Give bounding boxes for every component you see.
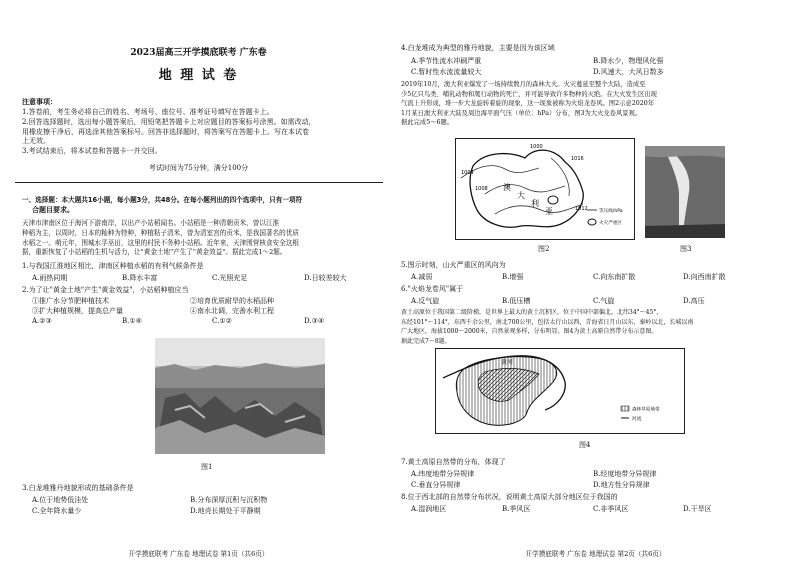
option[interactable]: A.位于地势低洼处 [32, 496, 89, 504]
passage-line: 1月某日澳大利亚大陆及周边海平面气压（单位：hPa）分布，图3为大火龙卷风景观。 [401, 109, 642, 117]
passage-line: 种稻为主，以周时，日本的籼种为特种，种植粘子清米，曾为清室宫的贡米，是我国著名的优质 [22, 228, 299, 237]
passage-line: 广大地区，海拔1000～2000米，自然景观多样，分布明显。图4为黄土高原自然带分布示意图。 [401, 328, 658, 336]
isobar-label: 1016 [571, 156, 584, 162]
country-label: 澳 [503, 183, 511, 192]
option[interactable]: A.湿润地区 [411, 505, 447, 513]
section-heading-2: 合题目要求。 [32, 206, 74, 214]
footer-left: 开学摸底联考 广东卷 地理试卷 第1页（共6页） [128, 550, 269, 558]
legend-forest: 森林草原地带 [632, 407, 660, 413]
figure-1-photo [155, 338, 325, 454]
option[interactable]: ②培育优质耐旱的水稻品种 [190, 297, 274, 305]
question-3: 3.白龙堆雅丹地貌形成的基础条件是 [22, 484, 134, 492]
right-page [397, 0, 794, 562]
question-4: 4.白龙堆成为典型的雅丹地貌，主要是因为该区域 [401, 44, 555, 52]
question-5: 5.图示时刻，山火严重区的风向为 [401, 261, 506, 269]
fire-tornado [645, 146, 725, 238]
option[interactable]: B.分布深厚沉积与沉积物 [190, 496, 268, 504]
question-7: 7.黄土高原自然带的分布，体现了 [401, 458, 506, 466]
notes-heading: 注意事项： [22, 98, 57, 106]
option[interactable]: D.③④ [304, 317, 325, 325]
passage-line: 水稻之一。萌元年，围城水孚巫田，这里的村民不务种小站稻。近年来，天津围营核食安全这根 [22, 238, 299, 247]
option[interactable]: D.干旱区 [683, 505, 712, 513]
option[interactable]: A.减弱 [411, 273, 433, 281]
legend-river: 河流 [632, 417, 642, 422]
option[interactable]: B.增强 [502, 273, 524, 281]
passage-q5 [401, 80, 773, 128]
exam-subtitle: 地 理 试 卷 [158, 68, 239, 83]
option[interactable]: D.地壳长期处于平静期 [190, 507, 261, 515]
isobar-label: 1008 [475, 186, 488, 192]
notes-line: 1.答卷前，考生务必将自己的姓名、考场号、座位号、准考证号填写在答题卡上。 [22, 108, 274, 116]
option[interactable]: B.低压槽 [502, 297, 531, 305]
canyon-landscape [155, 338, 325, 454]
passage-q7 [401, 308, 773, 346]
exam-title: 2023届高三开学摸底联考 广东卷 [130, 48, 267, 58]
option[interactable]: C.①② [212, 317, 232, 325]
country-label: 利 [531, 199, 539, 208]
legend-isobar: 等压线/hPa [599, 209, 623, 214]
notes-list [22, 108, 382, 157]
figure-4-loess-plateau-map [435, 348, 685, 434]
option[interactable]: B.降水丰富 [122, 274, 158, 282]
option[interactable]: D.高压 [683, 297, 705, 305]
passage-line: 黄土高原位于我国第二级阶梯，是世界上最大的黄土沉积区，位于中国中部偏北，北纬34°～45°， [401, 309, 663, 316]
option[interactable]: B.①④ [122, 317, 142, 325]
option[interactable]: A.纬度地带分异规律 [411, 470, 475, 478]
option[interactable]: A.②③ [32, 317, 52, 325]
passage-line: 据，重新恢复了小站稻的生机与活力，让"黄金土地"产生了"黄金效益"。据此完成1～2题。 [22, 248, 287, 257]
footer-right: 开学摸底联考 广东卷 地理试卷 第2页（共6页） [525, 550, 666, 558]
passage-line: 据此完成7～8题。 [401, 337, 451, 345]
question-8: 8.位于西北部的自然带分布状况，说明黄土高原大部分地区位于我国的 [401, 493, 618, 501]
option[interactable]: B.降水少，物理风化强 [593, 57, 664, 65]
notes-line: 3.考试结束后，将本试卷和答题卡一并交回。 [22, 147, 162, 156]
option[interactable]: D.日较差较大 [304, 274, 347, 282]
figure-1-caption: 图1 [201, 463, 213, 471]
passage-line: 天津市津南区位于海河下游南岸，以出产小站稻闻名。小站稻是一种清朝贡米，曾以江淮 [22, 219, 280, 227]
exam-time: 考试时间为75分钟，满分100分 [148, 164, 249, 172]
country-label: 亚 [545, 207, 553, 216]
option[interactable]: ③扩大种植规模，提高总产量 [32, 307, 123, 315]
passage-line: 据此完成5～6题。 [401, 119, 454, 127]
option[interactable]: ④南水北调，完善水利工程 [190, 307, 274, 315]
option[interactable]: B.季风区 [502, 505, 531, 513]
option[interactable]: C.非季风区 [593, 505, 629, 513]
option[interactable]: C.全年降水量少 [32, 507, 82, 515]
country-label: 大 [517, 191, 525, 200]
option[interactable]: C.向东南扩散 [593, 273, 636, 281]
option[interactable]: D.向西南扩散 [683, 273, 726, 281]
isobar-label: 1004 [461, 170, 474, 176]
option[interactable]: A.反气旋 [411, 297, 440, 305]
option[interactable]: C.气旋 [593, 297, 615, 305]
passage-1 [22, 219, 387, 258]
notes-line: 用橡皮擦干净后，再选涂其他答案标号。回答非选择题时，将答案写在答题卡上。写在本试卷 [22, 127, 309, 136]
option[interactable]: C.光照充足 [212, 274, 248, 282]
legend-fire: 火灾严重区 [599, 221, 622, 226]
figure-3-caption: 图3 [680, 245, 692, 253]
river-label: 黄河 [501, 359, 514, 366]
figure-2-caption: 图2 [538, 245, 550, 253]
passage-line: 东经101°～114°，东西千余公里，南北700公里，包括太行山以西，青海省日月山以东，秦岭以北，长城以南 [401, 318, 694, 326]
figure-2-isobar-map [455, 138, 635, 240]
option[interactable]: A.季节性流水冲刷严重 [411, 57, 482, 65]
section-heading: 一、选择题：本大题共16小题，每小题3分，共48分。在每小题列出的四个选项中，只有一项符 [22, 196, 303, 204]
header-divider [15, 182, 383, 183]
question-6: 6."火焰龙卷风"属于 [401, 285, 464, 293]
notes-line: 上无效。 [22, 137, 50, 146]
legend-forest-symbol [621, 406, 629, 411]
passage-line: 气流上升形成，堆一步大龙旋转着旋的现象，这一现象被称为火焰龙卷风。图2示意2020年 [401, 100, 655, 108]
option[interactable]: C.垂直分异规律 [411, 481, 461, 489]
option[interactable]: D.风速大，大风日数多 [593, 68, 664, 76]
option[interactable]: B.经度地带分异规律 [593, 470, 657, 478]
option[interactable]: C.暂时性水流流量较大 [411, 68, 482, 76]
figure-4-caption: 图4 [579, 441, 591, 449]
option[interactable]: ①推广水分节肥种植技术 [32, 297, 109, 305]
notes-line: 2.回答选择题时，选出每小题答案后，用铅笔把答题卡上对应题目的答案标号涂黑。如需改动， [22, 117, 316, 126]
passage-line: 2019年10月，澳大利亚爆发了一场持续数月的森林大火。火灾蔓延至整个大陆，造成至 [401, 81, 646, 88]
question-2: 2.为了让"黄金土地"产生"黄金效益"，小站稻种植应当 [22, 286, 189, 294]
isobar-label: 1012 [575, 206, 588, 212]
figure-3-photo [645, 146, 725, 238]
option[interactable]: D.地方性分异规律 [593, 481, 650, 489]
passage-line: 少5亿只鸟类、哺乳动物和爬行动物的死亡，并可能导致许多物种的灭绝。在大火发生区出现 [401, 90, 657, 98]
isobar-label: 1000 [530, 144, 543, 150]
option[interactable]: A.雨热同期 [32, 274, 68, 282]
question-1: 1.与我国江淮地区相比，津南区种植水稻的有利气候条件是 [22, 262, 204, 270]
